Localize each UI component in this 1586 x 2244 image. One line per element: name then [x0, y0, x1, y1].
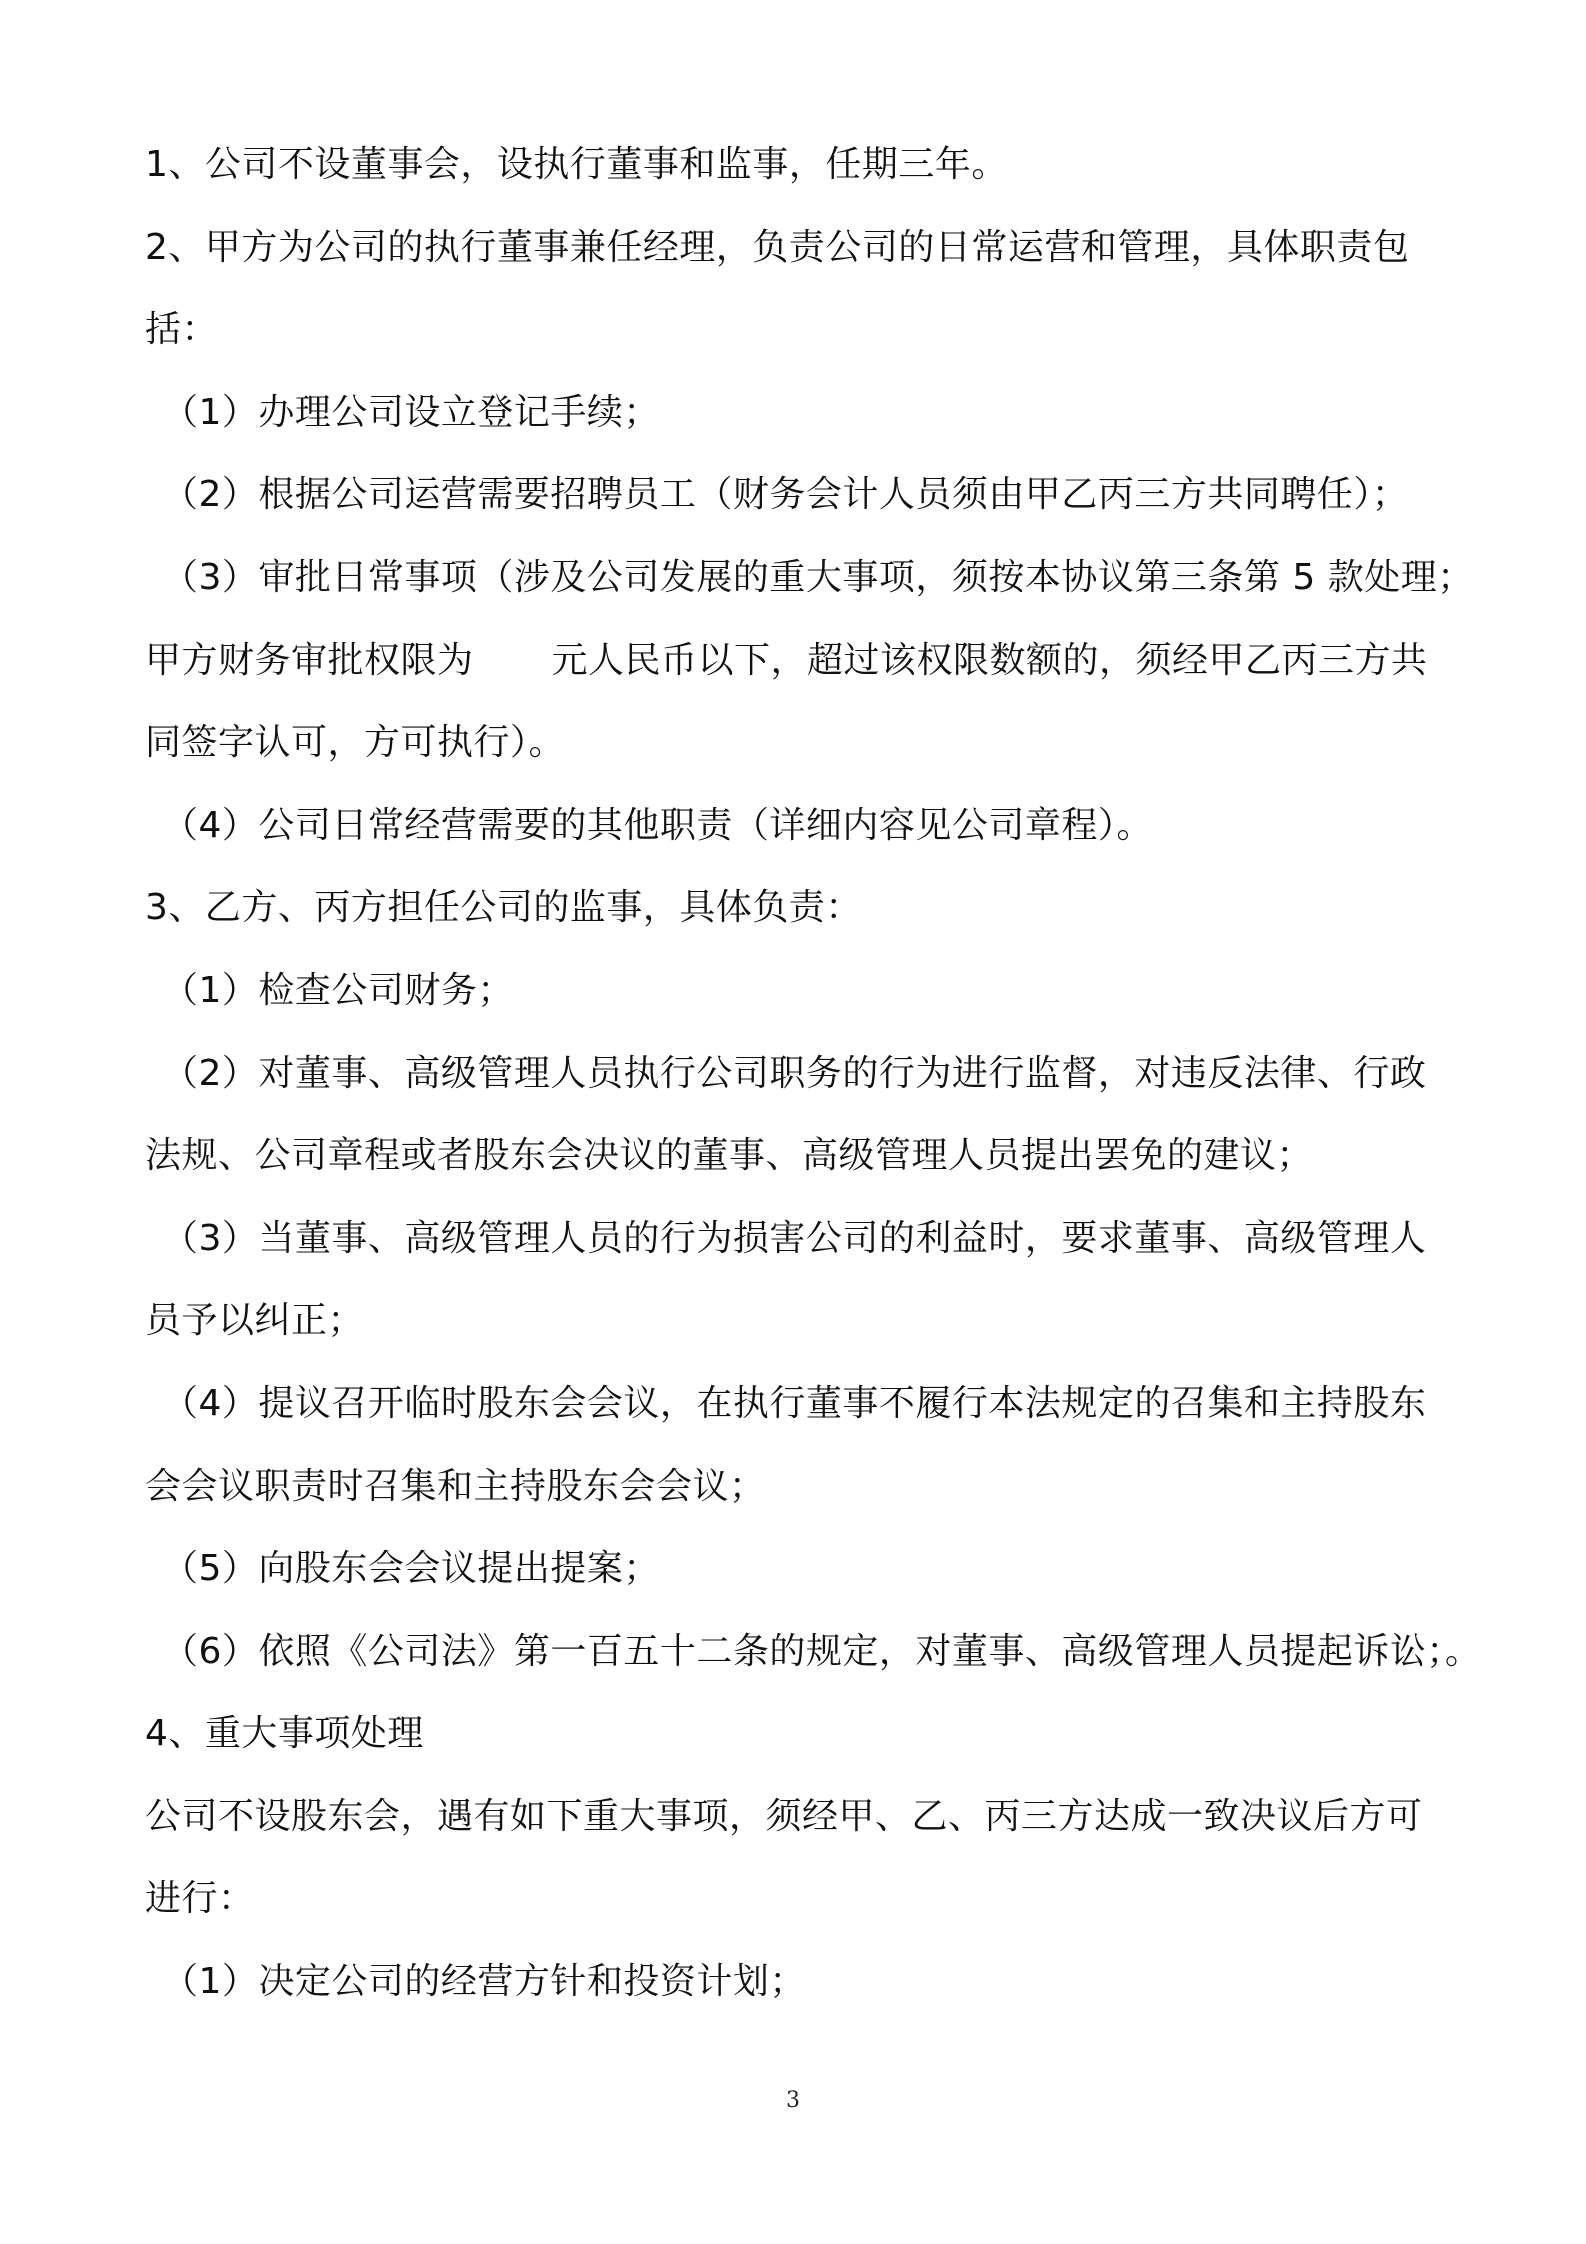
finance-authority-line	[145, 620, 1445, 703]
clause-3-item-4: （4）提议召开临时股东会会议，在执行董事不履行本法规定的召集和主持股东	[162, 1382, 1427, 1424]
finance-authority-after-blank: 元人民币以下，超过该权限数额的，须经甲乙丙三方共	[551, 639, 1428, 681]
clause-2-item-1: （1）办理公司设立登记手续；	[162, 391, 660, 433]
clause-2-item-3: （3）审批日常事项（涉及公司发展的重大事项，须按本协议第三条第 5 款处理；	[162, 556, 1474, 598]
clause-2-item-2: （2）根据公司运营需要招聘员工（财务会计人员须由甲乙丙三方共同聘任）；	[162, 474, 1409, 516]
document-body	[145, 124, 1482, 2024]
clause-4-intro-continued: 进行：	[145, 1878, 255, 1920]
clause-3-item-6: （6）依照《公司法》第一百五十二条的规定，对董事、高级管理人员提起诉讼；。	[162, 1630, 1482, 1672]
clause-2-item-3-continued: 同签字认可，方可执行）。	[145, 722, 566, 764]
clause-3-item-5: （5）向股东会会议提出提案；	[162, 1548, 660, 1590]
clause-3-item-3-continued: 员予以纠正；	[145, 1300, 365, 1342]
clause-3-item-1: （1）检查公司财务；	[162, 969, 514, 1011]
clause-4-heading: 4、重大事项处理	[145, 1713, 424, 1755]
clause-3-item-3: （3）当董事、高级管理人员的行为损害公司的利益时，要求董事、高级管理人	[162, 1217, 1427, 1259]
clause-2: 2、甲方为公司的执行董事兼任经理，负责公司的日常运营和管理，具体职责包	[145, 226, 1410, 268]
clause-2-continued: 括：	[145, 309, 219, 351]
clause-3-item-2: （2）对董事、高级管理人员执行公司职务的行为进行监督，对违反法律、行政	[162, 1052, 1427, 1094]
clause-3-item-4-continued: 会会议职责时召集和主持股东会会议；	[145, 1465, 766, 1507]
finance-authority-before-blank: 甲方财务审批权限为	[145, 639, 474, 681]
clause-4-item-1: （1）决定公司的经营方针和投资计划；	[162, 1961, 806, 2003]
clause-1: 1、公司不设董事会，设执行董事和监事，任期三年。	[145, 144, 1008, 185]
page-number: 3	[786, 2088, 800, 2113]
clause-4-intro: 公司不设股东会，遇有如下重大事项，须经甲、乙、丙三方达成一致决议后方可	[145, 1795, 1423, 1837]
clause-2-item-4: （4）公司日常经营需要的其他职责（详细内容见公司章程）。	[162, 804, 1153, 846]
clause-3-item-2-continued: 法规、公司章程或者股东会决议的董事、高级管理人员提出罢免的建议；	[145, 1135, 1314, 1177]
clause-3: 3、乙方、丙方担任公司的监事，具体负责：	[145, 887, 862, 929]
